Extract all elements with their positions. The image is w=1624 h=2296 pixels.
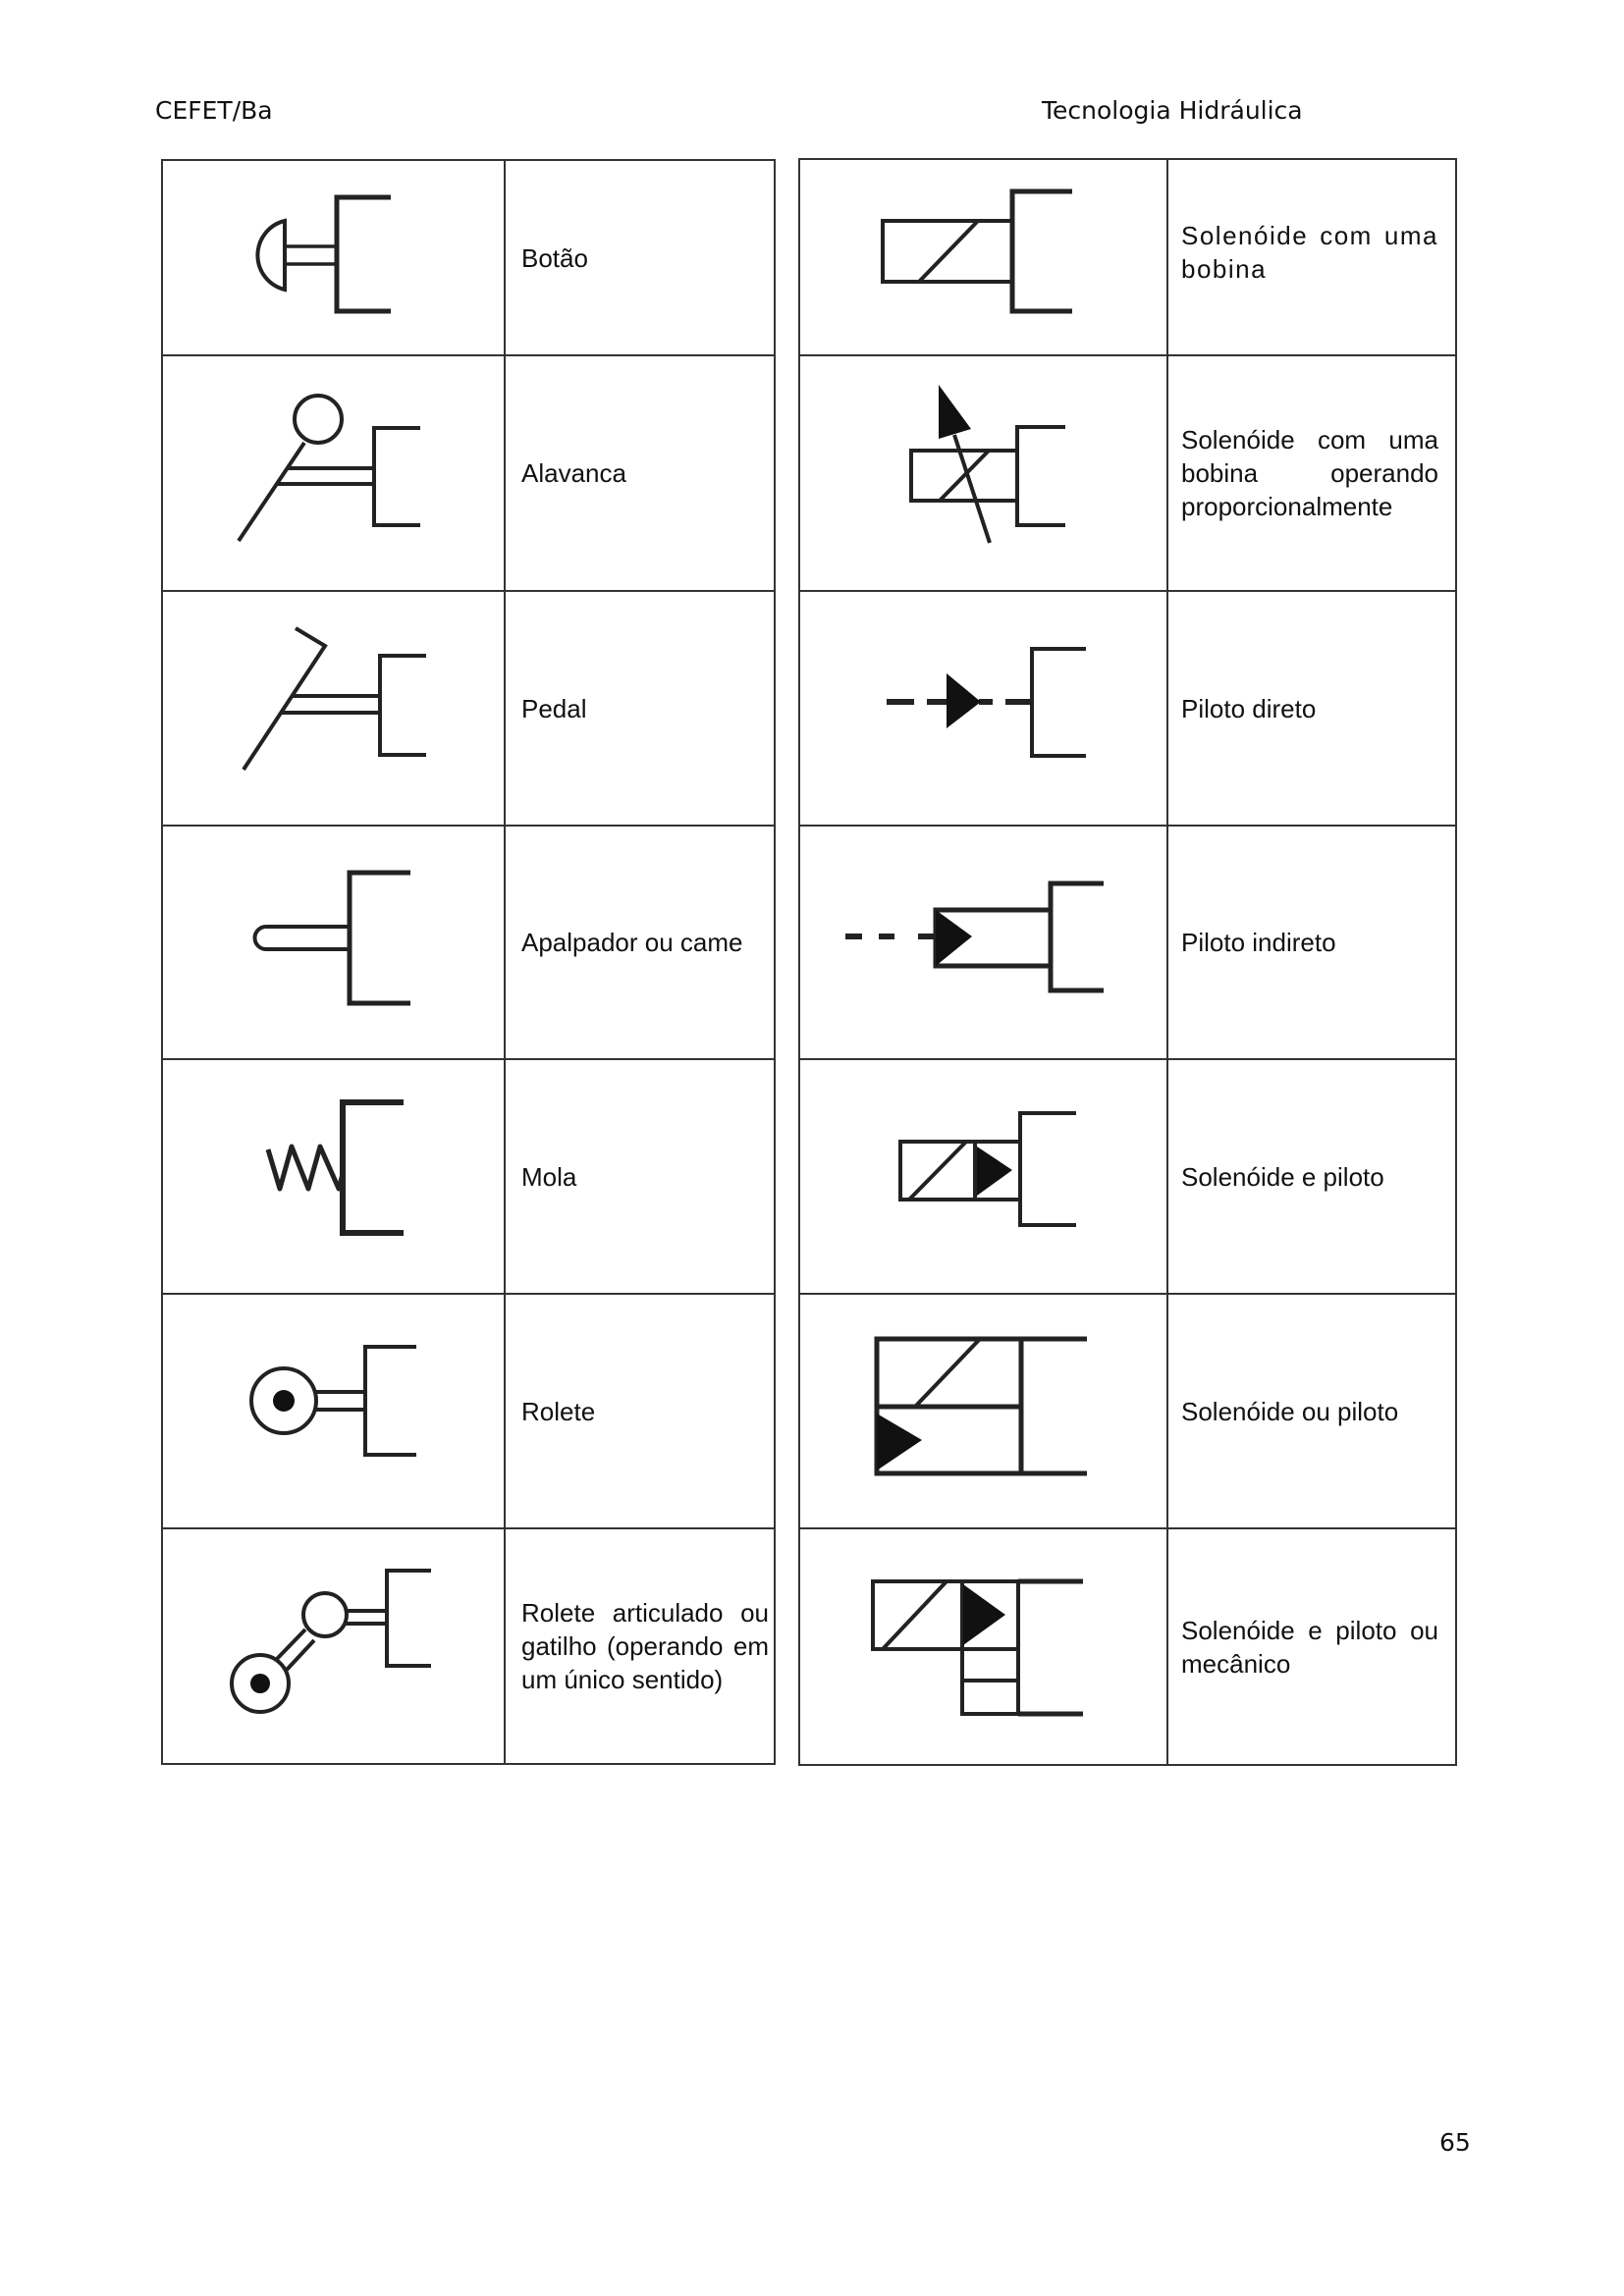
label-botao [521,160,769,355]
piloto-indireto-symbol [845,883,1104,990]
label-mola [521,1059,769,1294]
label-solenoide-piloto-mecanico [1181,1528,1438,1765]
cell-label: Apalpador ou came [521,928,743,957]
solenoide-e-piloto-symbol [900,1113,1076,1225]
cell-label: Pedal [521,693,587,723]
label-rolete-articulado [521,1528,769,1764]
page-number: 65 [1439,2128,1471,2157]
mola-symbol [268,1102,404,1233]
solenoide-piloto-mecanico-symbol [873,1581,1083,1714]
label-rolete [521,1294,769,1528]
cell-label: Solenóide e piloto ou mecânico [1181,1615,1438,1679]
label-solenoide [1181,159,1438,346]
cell-label: Solenóide e piloto [1181,1161,1384,1192]
label-piloto-direto [1181,591,1438,826]
label-solenoide-e-piloto [1181,1059,1438,1294]
cell-label: Solenóide ou piloto [1181,1396,1399,1426]
alavanca-symbol [239,396,420,541]
pedal-symbol [244,628,426,770]
label-alavanca [521,355,769,591]
label-apalpador [521,826,769,1059]
cell-label: Piloto indireto [1181,928,1336,957]
header-left: CEFET/Ba [155,96,273,125]
cell-label: Solenóide com uma bobina operando proporcionalmente [1181,425,1438,521]
cell-label: Botão [521,242,588,273]
header-right: Tecnologia Hidráulica [1042,96,1303,125]
label-solenoide-ou-piloto [1181,1294,1438,1528]
apalpador-symbol [255,873,411,1003]
rolete-articulado-symbol [232,1571,431,1712]
cell-label: Rolete articulado ou gatilho (operando em um único sentido) [521,1598,769,1694]
cell-label: Mola [521,1161,577,1192]
label-solenoide-proporcional [1181,355,1438,591]
solenoide-symbol [883,191,1072,311]
cell-label: Solenóide com uma bobina [1181,221,1438,284]
cell-label: Rolete [521,1396,596,1426]
botao-symbol [257,197,391,311]
label-pedal [521,591,769,826]
label-piloto-indireto [1181,826,1438,1059]
solenoide-proporcional-symbol [911,385,1065,543]
rolete-symbol [251,1347,416,1455]
cell-label: Piloto direto [1181,693,1317,723]
cell-label: Alavanca [521,458,626,488]
solenoide-ou-piloto-symbol [877,1339,1087,1473]
piloto-direto-symbol [887,649,1086,756]
